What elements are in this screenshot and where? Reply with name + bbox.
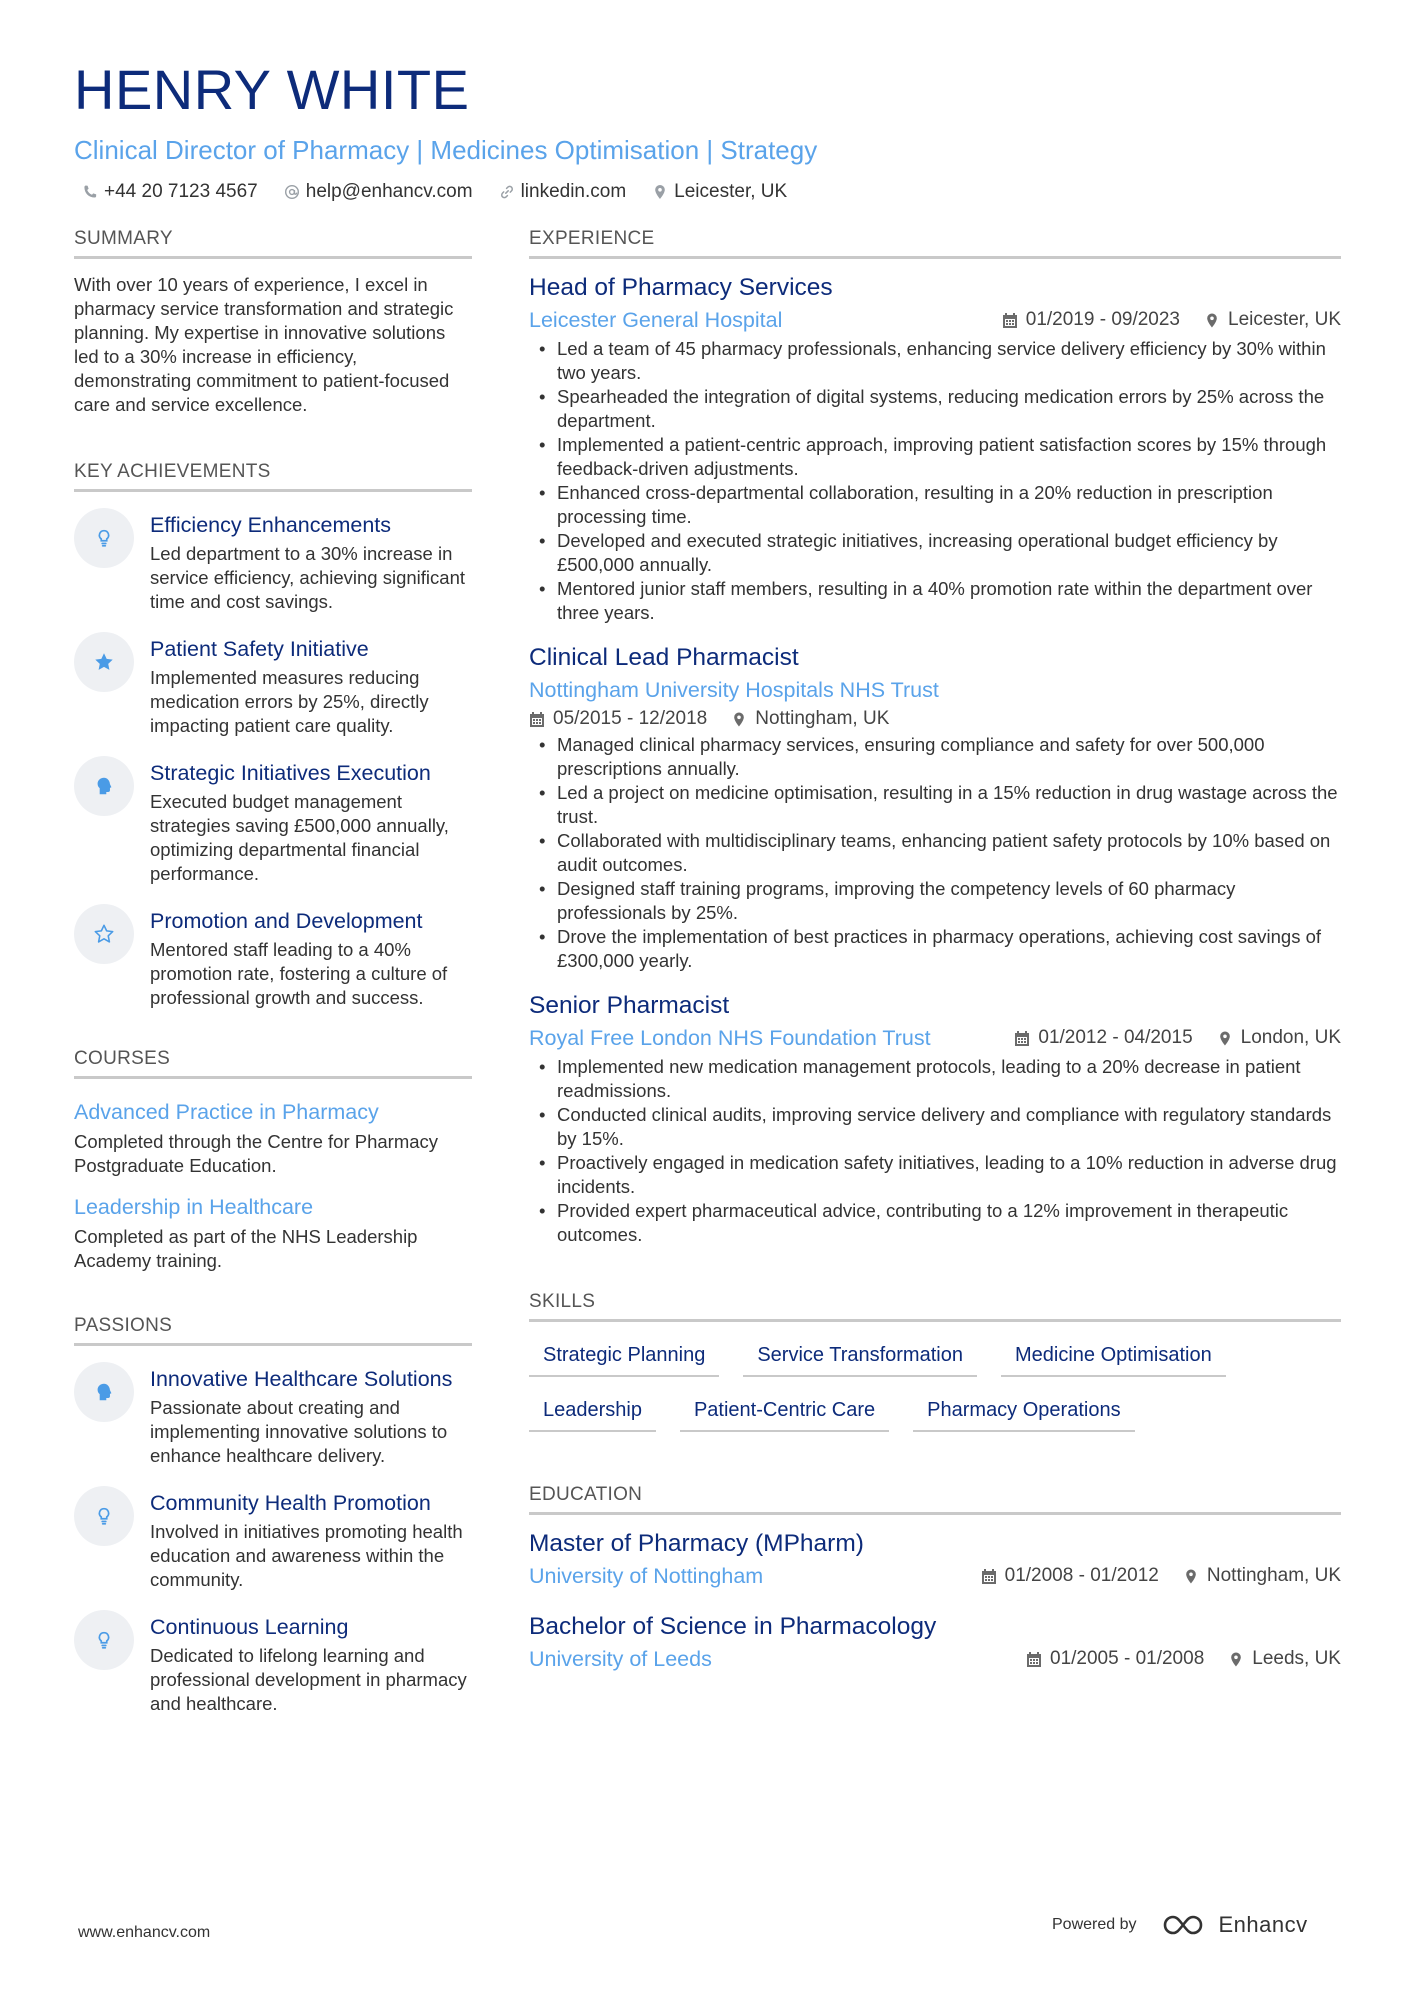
education-meta: [1026, 1648, 1341, 1670]
achievement-text: Mentored staff leading to a 40% promotion rate, fostering a culture of professional growth and success.: [150, 939, 448, 1008]
left-column: [74, 228, 472, 1738]
job-title: Head of Pharmacy Services: [529, 274, 833, 301]
education-section: [529, 1484, 1341, 1673]
job-bullet: • Designed staff training programs, improving the competency levels of 60 pharmacy professionals by 25%.: [529, 877, 1341, 925]
education-location: [1228, 1648, 1341, 1670]
contact-linkedin[interactable]: [499, 181, 627, 203]
job-company: Nottingham University Hospitals NHS Trust: [529, 678, 939, 702]
courses-section: [74, 1048, 472, 1273]
achievement-text: Implemented measures reducing medication errors by 25%, directly impacting patient care quality.: [150, 667, 429, 736]
skill-tag: Patient-Centric Care: [680, 1399, 889, 1432]
achievement-text: Executed budget management strategies saving £500,000 annually, optimizing departmental financial performance.: [150, 791, 449, 884]
job-bullet: • Enhanced cross-departmental collaboration, resulting in a 20% reduction in prescription processing time.: [529, 481, 1341, 529]
contact-linkedin-text: linkedin.com: [520, 180, 627, 202]
location-icon: [652, 184, 668, 200]
contact-phone[interactable]: [82, 181, 258, 203]
passion-item: [74, 1490, 472, 1592]
link-icon: [499, 184, 515, 200]
job-bullet: • Led a team of 45 pharmacy professionals, enhancing service delivery efficiency by 30% within two years.: [529, 337, 1341, 385]
education-dates: [1026, 1648, 1204, 1670]
job-subheader: [529, 306, 1341, 334]
job-entry: [529, 273, 1341, 625]
job-bullet: • Provided expert pharmaceutical advice, contributing to a 12% improvement in therapeutic outcomes.: [529, 1199, 1341, 1247]
achievement-item: [74, 760, 472, 886]
course-item: [74, 1194, 472, 1273]
course-text: Completed as part of the NHS Leadership Academy training.: [74, 1226, 418, 1271]
achievement-title: Efficiency Enhancements: [150, 513, 392, 537]
footer-branding: [1052, 1912, 1308, 1938]
job-dates-text: 01/2019 - 09/2023: [1025, 309, 1180, 330]
education-dates: [981, 1565, 1159, 1587]
phone-icon: [82, 184, 98, 200]
calendar-icon: [1002, 312, 1018, 329]
job-bullet: • Implemented a patient-centric approach, improving patient satisfaction scores by 15% through feedback-driven adjustments.: [529, 433, 1341, 481]
skills-list: [529, 1344, 1341, 1432]
job-bullet: • Mentored junior staff members, resulting in a 40% promotion rate within the department over three years.: [529, 577, 1341, 625]
location-icon: [1228, 1651, 1244, 1668]
calendar-icon: [981, 1568, 997, 1585]
job-company: Leicester General Hospital: [529, 308, 783, 332]
star-filled-icon: [74, 632, 134, 692]
job-bullet: • Implemented new medication management protocols, leading to a 20% decrease in patient readmissions.: [529, 1055, 1341, 1103]
achievement-title: Promotion and Development: [150, 909, 423, 933]
job-bullets: [529, 337, 1341, 625]
job-meta: [1002, 309, 1341, 331]
job-location: [1204, 309, 1341, 331]
achievements-heading: KEY ACHIEVEMENTS: [74, 461, 472, 492]
summary-text: With over 10 years of experience, I excel in pharmacy service transformation and strategic planning. My expertise in innovative solutions led to a 30% increase in efficiency, demonstrating commitment to patient-focused care and service excellence.: [74, 274, 454, 415]
skills-section: [529, 1291, 1341, 1432]
candidate-name: HENRY WHITE: [74, 58, 470, 121]
job-location: [731, 708, 889, 730]
course-title: Advanced Practice in Pharmacy: [74, 1100, 379, 1124]
job-dates: [529, 708, 707, 730]
achievement-text: Led department to a 30% increase in service efficiency, achieving significant time and cost savings.: [150, 543, 465, 612]
education-dates-text: 01/2008 - 01/2012: [1004, 1565, 1159, 1586]
experience-section: [529, 228, 1341, 1247]
brain-icon: [74, 1362, 134, 1422]
contact-bar: [74, 181, 1344, 203]
job-meta: [529, 708, 1341, 730]
calendar-icon: [1014, 1030, 1030, 1047]
course-text: Completed through the Centre for Pharmacy Postgraduate Education.: [74, 1131, 439, 1176]
enhancv-logo[interactable]: [1161, 1912, 1308, 1938]
job-dates: [1014, 1027, 1192, 1049]
skill-tag: Medicine Optimisation: [1001, 1344, 1226, 1377]
job-bullet: • Drove the implementation of best practices in pharmacy operations, achieving cost savings of £300,000 yearly.: [529, 925, 1341, 973]
course-item: [74, 1099, 472, 1178]
education-heading: EDUCATION: [529, 1484, 1341, 1515]
job-dates-text: 05/2015 - 12/2018: [553, 708, 708, 729]
job-bullets: [529, 733, 1341, 973]
achievement-title: Strategic Initiatives Execution: [150, 761, 431, 785]
education-degree: Bachelor of Science in Pharmacology: [529, 1613, 937, 1640]
job-title: Senior Pharmacist: [529, 992, 730, 1019]
passion-title: Continuous Learning: [150, 1615, 349, 1639]
job-bullet: • Developed and executed strategic initiatives, increasing operational budget efficiency by £500,000 annually.: [529, 529, 1341, 577]
footer-website[interactable]: www.enhancv.com: [78, 1924, 211, 1941]
contact-email-text: help@enhancv.com: [305, 180, 473, 202]
education-entry: [529, 1529, 1341, 1590]
passion-item: [74, 1366, 472, 1468]
passion-title: Innovative Healthcare Solutions: [150, 1367, 453, 1391]
brand-name: Enhancv: [1218, 1912, 1308, 1937]
job-bullet: • Collaborated with multidisciplinary teams, enhancing patient safety protocols by 10% based on audit outcomes.: [529, 829, 1341, 877]
contact-email[interactable]: [284, 181, 473, 203]
enhancv-logo-icon: [1161, 1912, 1209, 1938]
resume-header: [74, 58, 1344, 203]
lightbulb-icon: [74, 1486, 134, 1546]
lightbulb-icon: [74, 508, 134, 568]
achievement-title: Patient Safety Initiative: [150, 637, 369, 661]
job-dates-text: 01/2012 - 04/2015: [1038, 1027, 1193, 1048]
calendar-icon: [529, 711, 545, 728]
achievement-item: [74, 908, 472, 1010]
skills-heading: SKILLS: [529, 1291, 1341, 1322]
contact-phone-text: +44 20 7123 4567: [104, 180, 258, 202]
job-company: Royal Free London NHS Foundation Trust: [529, 1026, 931, 1050]
job-location-text: Nottingham, UK: [755, 708, 890, 729]
powered-by-label: Powered by: [1052, 1916, 1137, 1933]
education-degree: Master of Pharmacy (MPharm): [529, 1530, 864, 1557]
skill-tag: Leadership: [529, 1399, 656, 1432]
skill-tag: Pharmacy Operations: [913, 1399, 1134, 1432]
location-icon: [1204, 312, 1220, 329]
right-column: [529, 228, 1341, 1695]
contact-location-text: Leicester, UK: [674, 180, 788, 202]
education-location-text: Leeds, UK: [1252, 1648, 1341, 1669]
passions-heading: PASSIONS: [74, 1315, 472, 1346]
location-icon: [731, 711, 747, 728]
job-subheader: [529, 1024, 1341, 1052]
location-icon: [1217, 1030, 1233, 1047]
education-entry: [529, 1612, 1341, 1673]
passions-section: [74, 1315, 472, 1716]
job-title: Clinical Lead Pharmacist: [529, 644, 799, 671]
summary-heading: SUMMARY: [74, 228, 472, 259]
passion-text: Passionate about creating and implementing innovative solutions to enhance healthcare delivery.: [150, 1397, 448, 1466]
lightbulb-icon: [74, 1610, 134, 1670]
achievement-item: [74, 512, 472, 614]
summary-section: [74, 228, 472, 417]
passion-text: Dedicated to lifelong learning and professional development in pharmacy and healthcare.: [150, 1645, 467, 1714]
achievement-item: [74, 636, 472, 738]
education-school: University of Nottingham: [529, 1564, 764, 1588]
job-location-text: London, UK: [1240, 1027, 1341, 1048]
job-bullet: • Managed clinical pharmacy services, ensuring compliance and safety for over 500,000 prescriptions annually.: [529, 733, 1341, 781]
job-entry: [529, 643, 1341, 973]
skill-tag: Service Transformation: [743, 1344, 977, 1377]
job-bullet: • Proactively engaged in medication safety initiatives, leading to a 10% reduction in adverse drug incidents.: [529, 1151, 1341, 1199]
job-bullets: [529, 1055, 1341, 1247]
education-school: University of Leeds: [529, 1647, 712, 1671]
experience-heading: EXPERIENCE: [529, 228, 1341, 259]
candidate-title: Clinical Director of Pharmacy | Medicines Optimisation | Strategy: [74, 135, 818, 165]
passion-text: Involved in initiatives promoting health education and awareness within the community.: [150, 1521, 463, 1590]
at-icon: [284, 184, 300, 200]
brain-icon: [74, 756, 134, 816]
job-dates: [1002, 309, 1180, 331]
education-location-text: Nottingham, UK: [1206, 1565, 1341, 1586]
passion-item: [74, 1614, 472, 1716]
location-icon: [1183, 1568, 1199, 1585]
achievements-section: [74, 461, 472, 1010]
passion-title: Community Health Promotion: [150, 1491, 431, 1515]
calendar-icon: [1026, 1651, 1042, 1668]
education-meta: [981, 1565, 1341, 1587]
job-location: [1217, 1027, 1341, 1049]
education-subheader: [529, 1645, 1341, 1673]
education-subheader: [529, 1562, 1341, 1590]
contact-location: [652, 181, 787, 203]
job-bullet: • Conducted clinical audits, improving service delivery and compliance with regulatory standards by 15%.: [529, 1103, 1341, 1151]
job-location-text: Leicester, UK: [1228, 309, 1341, 330]
course-title: Leadership in Healthcare: [74, 1195, 314, 1219]
education-dates-text: 01/2005 - 01/2008: [1050, 1648, 1205, 1669]
skill-tag: Strategic Planning: [529, 1344, 719, 1377]
job-bullet: • Led a project on medicine optimisation, resulting in a 15% reduction in drug wastage across the trust.: [529, 781, 1341, 829]
education-location: [1183, 1565, 1341, 1587]
courses-heading: COURSES: [74, 1048, 472, 1079]
star-outline-icon: [74, 904, 134, 964]
job-bullet: • Spearheaded the integration of digital systems, reducing medication errors by 25% across the department.: [529, 385, 1341, 433]
job-meta: [1014, 1027, 1341, 1049]
job-entry: [529, 991, 1341, 1247]
